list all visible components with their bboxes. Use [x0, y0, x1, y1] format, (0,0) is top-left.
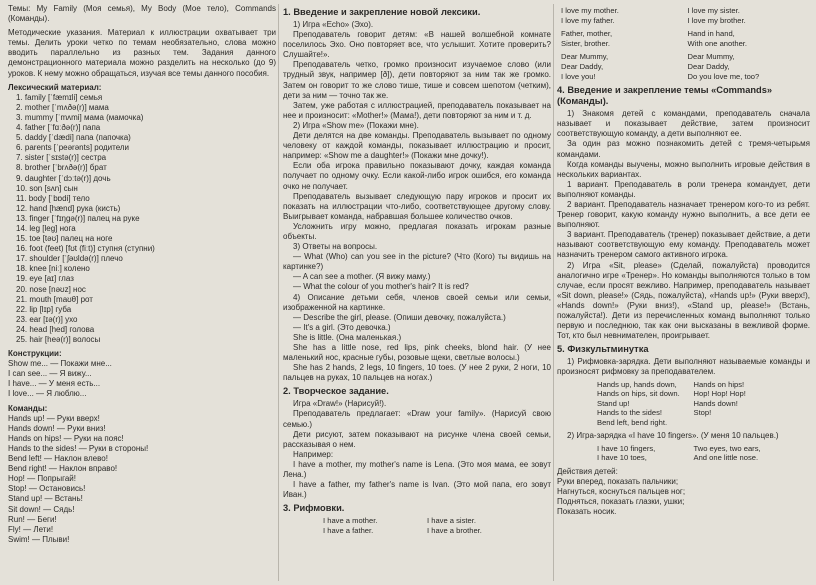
vocab-item: 20. nose [nəʊz] нос	[16, 284, 86, 294]
paragraph: Преподаватель предлагает: «Draw your family». (Нарисуй свою семью.)	[283, 409, 551, 429]
rhyme-right	[684, 6, 811, 25]
command-item: Hands up! — Руки вверх!	[8, 413, 100, 423]
rhyme-left	[557, 444, 684, 463]
construction-item: Show me... — Покажи мне...	[8, 359, 112, 369]
rhyme-line: Dear Daddy,	[561, 61, 604, 71]
paragraph: Дети рисуют, затем показывают на рисунке члена своей семьи, рассказывая о нем.	[283, 429, 551, 449]
column-right	[557, 4, 810, 517]
paragraph: I have a father, my father's name is Ivan. (Это мой папа, его зовут Иван.)	[283, 480, 551, 500]
commands-list	[8, 414, 276, 545]
vocab-item: 2. mother [ˈmʌðə(r)] мама	[16, 102, 109, 112]
vocab-item: 5. daddy [ˈdædi] папа (папочка)	[16, 133, 131, 143]
rhyme-left	[557, 52, 684, 81]
vocab-item: 10. son [sʌn] сын	[16, 183, 78, 193]
rhyme-line: Do you love me, too?	[687, 71, 760, 81]
paragraph: — Describe the girl, please. (Опиши девочку, пожалуйста.)	[293, 312, 506, 322]
paragraph: 4) Описание детьми себя, членов своей семьи или семьи, изображенной на картинке.	[283, 292, 551, 312]
paragraph: She is little. (Она маленькая.)	[293, 332, 402, 342]
rhyme-line: Hop! Hop! Hop!	[693, 389, 746, 399]
command-item: Hands on hips! — Руки на пояс!	[8, 433, 124, 443]
paragraph: За один раз можно познакомить детей с тремя-четырьмя командами.	[557, 139, 810, 159]
paragraph: Затем, уже работая с иллюстрацией, преподаватель показывает на нее и произносит: «Mother!» (Мама!), дети повторяют за ним и т. д.	[283, 100, 551, 120]
rhyme-line: Hands on hips, sit down.	[597, 389, 680, 399]
rhyme-left	[557, 6, 684, 25]
paragraph: I have a mother, my mother's name is Lena. (Это моя мама, ее зовут Лена.)	[283, 459, 551, 480]
vocab-title: Лексический материал:	[8, 82, 102, 92]
rhyme-line: Stand up!	[597, 398, 630, 408]
topics-intro: Темы: My Family (Моя семья), My Body (Мое тело), Commands (Команды).	[8, 4, 276, 24]
rhyme-line: I love my mother.	[561, 6, 619, 15]
paragraph: She has 2 hands, 2 legs, 10 fingers, 10 toes. (У нее 2 руки, 2 ноги, 10 пальцев на руках, 10 пальцев на ногах.)	[283, 363, 551, 383]
rhyme-line: I love you!	[561, 71, 596, 81]
rhyme-line: Sister, brother.	[561, 38, 610, 48]
rhyme-love	[557, 6, 810, 25]
rhyme-hand-in-hand	[557, 29, 810, 48]
rhyme-line: Stop!	[693, 408, 712, 418]
paragraph: Если оба игрока правильно показывают дочку, каждая команда получает по одному очку. Если какой-либо игрок ошибся, его команда очко не получает.	[283, 161, 551, 191]
action-item: Руки вперед, показать пальчики;	[557, 476, 679, 486]
action-item: Показать носик.	[557, 507, 617, 517]
rhyme-line: Two eyes, two ears,	[693, 443, 761, 453]
vocab-item: 16. foot (feet) [fʊt (fiːt)] ступня (ступни)	[16, 244, 155, 254]
vocab-item: 21. mouth [maʊθ] рот	[16, 294, 93, 304]
rhyme-line: I have 10 fingers,	[597, 443, 656, 453]
paragraph: 2) Игра «Sit, please» (Сделай, пожалуйста) проводится аналогично игре «Тренер». Но команды выполняются только в том случае, если просят вежливо. Например, преподаватель называет «Sit down, please!» (Сядь, пожалуйста), «Hands up!» (Руки вверх!), «Hands down!» (Руки вниз!), «Stand up, please!» (Встань, пожалуйста!). Дети из перечисленных команд выполняют только первую и последнюю, так как они высказаны в вежливой форме. Тот, кто был невнимателен, проигрывает.	[557, 260, 810, 341]
command-item: Hands down! — Руки вниз!	[8, 423, 106, 433]
section-2-body	[283, 399, 551, 500]
vocab-item: 23. ear [ɪə(r)] ухо	[16, 314, 78, 324]
vocab-item: 17. shoulder [ˈʃəʊldə(r)] плечо	[16, 254, 123, 264]
column-divider	[553, 4, 554, 581]
paragraph: Дети делятся на две команды. Преподаватель вызывает по одному человеку от каждой команды, показывает иллюстрацию и просит, например: «Show me a daughter!» (Покажи мне дочку!).	[283, 131, 551, 161]
vocab-item: 15. toe [təʊ] палец на ноге	[16, 234, 113, 244]
rhyme-left	[283, 516, 417, 535]
paragraph: 2 вариант. Преподаватель назначает тренером кого-то из ребят. Тренер говорит, какую команду нужно выполнить, а все дети ее выполняют.	[557, 200, 810, 230]
vocab-item: 1. family [ˈfæmɪli] семья	[16, 92, 103, 102]
construction-item: I have... — У меня есть...	[8, 379, 101, 389]
column-divider	[278, 4, 279, 581]
rhyme-right	[684, 52, 811, 81]
rhyme-line: Bend left, bend right.	[597, 417, 668, 427]
paragraph: 1) Знакомя детей с командами, преподаватель сначала называет и показывает действие, затем произносит соответствующую команду, а дети выполняют ее.	[557, 109, 810, 139]
rhyme-line: I have a father.	[323, 525, 374, 535]
commands-title: Команды:	[8, 403, 48, 413]
rhyme-line: With one another.	[687, 38, 748, 48]
rhyme-line: I have a sister.	[427, 516, 476, 526]
vocab-item: 7. sister [ˈsɪstə(r)] сестра	[16, 153, 107, 163]
vocab-item: 18. knee [niː] колено	[16, 264, 90, 274]
constructions-title: Конструкции:	[8, 349, 62, 359]
rhyme-line: I have a brother.	[427, 525, 482, 535]
vocab-item: 6. parents [ˈpeərənts] родители	[16, 143, 130, 153]
command-item: Stop! — Остановись!	[8, 484, 86, 494]
paragraph: Преподаватель вызывает следующую пару игроков и просит их показать на иллюстрации что-либо, соответствующее другому слову. Выигрывает команда, набравшая большее количество очков.	[283, 191, 551, 221]
rhyme-family	[283, 516, 551, 535]
rhyme-line: I have a mother.	[323, 516, 378, 526]
column-middle	[283, 4, 551, 540]
command-item: Swim! — Плыви!	[8, 534, 70, 544]
command-item: Stand up! — Встань!	[8, 494, 83, 504]
section-4-body	[557, 109, 810, 341]
actions-title: Действия детей:	[557, 466, 618, 476]
vocab-item: 25. hair [heə(r)] волосы	[16, 335, 101, 344]
rhyme-exercise	[557, 380, 810, 428]
section-5-title: 5. Физкультминутка	[557, 344, 649, 355]
rhyme-line: Hands to the sides!	[597, 408, 663, 418]
command-item: Hands to the sides! — Руки в стороны!	[8, 443, 149, 453]
paragraph: — What (Who) can you see in the picture? (Что (Кого) ты видишь на картинке?)	[283, 252, 551, 272]
paragraph: Игра «Draw!» (Нарисуй!).	[293, 399, 387, 409]
paragraph: Например:	[293, 449, 334, 459]
rhyme-line: Hands up, hands down,	[597, 379, 677, 389]
rhyme-left	[557, 380, 684, 428]
rhyme-line: And one little nose.	[693, 453, 759, 463]
paragraph: 1) Игра «Echo» (Эхо).	[293, 20, 374, 29]
command-item: Fly! — Лети!	[8, 524, 54, 534]
rhyme-fingers	[557, 444, 810, 463]
paragraph: 3 вариант. Преподаватель (тренер) показывает действие, а дети называют соответствующую ему команду. Преподаватель может назначить тренером самого активного игрока.	[557, 230, 810, 260]
vocab-list	[8, 93, 276, 345]
column-left	[8, 4, 276, 545]
rhyme-line: Hands on hips!	[693, 379, 745, 389]
vocab-item: 11. body [ˈbɒdi] тело	[16, 193, 90, 203]
vocab-item: 14. leg [leg] нога	[16, 223, 76, 233]
vocab-item: 12. hand [hænd] рука (кисть)	[16, 203, 121, 213]
section-2-title: 2. Творческое задание.	[283, 386, 389, 397]
command-item: Bend right! — Наклон вправо!	[8, 464, 118, 474]
paragraph: Когда команды выучены, можно выполнить игровые действия в нескольких вариантах.	[557, 159, 810, 179]
paragraph: She has a little nose, red lips, pink cheeks, blond hair. (У нее маленький нос, красные губы, розовые щеки, светлые волосы.)	[283, 343, 551, 363]
rhyme-line: Dear Mummy,	[561, 52, 609, 62]
rhyme-right	[684, 444, 811, 463]
actions-list	[557, 477, 810, 517]
section-1-body	[283, 20, 551, 383]
rhyme-line: I have 10 toes,	[597, 453, 647, 463]
paragraph: 3) Ответы на вопросы.	[293, 242, 378, 252]
vocab-item: 9. daughter [ˈdɔːtə(r)] дочь	[16, 173, 111, 183]
paragraph: — What the colour of you mother's hair? It is red?	[293, 282, 469, 292]
rhyme-line: I love my brother.	[687, 15, 746, 25]
command-item: Run! — Беги!	[8, 514, 57, 524]
command-item: Hop! — Попрыгай!	[8, 474, 76, 484]
paragraph: — A can see a mother. (Я вижу маму.)	[293, 272, 431, 282]
rhyme-line: I love my sister.	[687, 6, 740, 15]
vocab-item: 22. lip [lɪp] губа	[16, 304, 72, 314]
command-item: Sit down! — Сядь!	[8, 504, 75, 514]
command-item: Bend left! — Наклон влево!	[8, 454, 108, 464]
constructions-list	[8, 359, 276, 399]
rhyme-right	[684, 29, 811, 48]
paragraph: Усложнить игру можно, предлагая показать игрокам разные объекты.	[283, 221, 551, 241]
vocab-item: 3. mummy [ˈmʌmi] мама (мамочка)	[16, 112, 144, 122]
vocab-item: 4. father [ˈfɑːðə(r)] папа	[16, 123, 101, 133]
rhyme-right	[417, 516, 551, 535]
rhyme-right	[684, 380, 811, 428]
rhyme-line: Hands down!	[693, 398, 738, 408]
rhyme-line: Dear Mummy,	[687, 52, 735, 62]
rhyme-line: Dear Daddy,	[687, 61, 730, 71]
section-5-game: 2) Игра-зарядка «I have 10 fingers». (У меня 10 пальцев.)	[567, 431, 779, 441]
rhyme-line: Father, mother,	[561, 29, 613, 39]
section-3-title: 3. Рифмовки.	[283, 503, 345, 514]
vocab-item: 13. finger [ˈfɪŋgə(r)] палец на руке	[16, 213, 140, 223]
action-item: Нагнуться, коснуться пальцев ног;	[557, 486, 686, 496]
rhyme-line: Hand in hand,	[687, 29, 735, 39]
paragraph: Преподаватель говорит детям: «В нашей волшебной комнате поселилось Эхо. Оно повторяет все, что услышит. Хотите проверить? Слушайте!».	[283, 30, 551, 60]
paragraph: 1 вариант. Преподаватель в роли тренера командует, дети выполняют команды.	[557, 179, 810, 199]
rhyme-dear-mummy	[557, 52, 810, 81]
method-notes: Методические указания. Материал к иллюстрации охватывает три темы. Делить уроки четко по темам необязательно, слова можно вводить параллельно из разных тем. Задания данного демонстрационного материала можно разделить на несколько (до 9) уроков. К нему можно обращаться, изучая все темы данного пособия.	[8, 28, 276, 78]
rhyme-line: I love my father.	[561, 15, 615, 25]
section-4-title: 4. Введение и закрепление темы «Commands» (Команды).	[557, 85, 773, 107]
section-5-intro: 1) Рифмовка-зарядка. Дети выполняют называемые команды и произносят рифмовку за преподавателем.	[557, 357, 810, 377]
vocab-item: 19. eye [aɪ] глаз	[16, 274, 74, 284]
rhyme-left	[557, 29, 684, 48]
section-1-title: 1. Введение и закрепление новой лексики.	[283, 7, 481, 17]
paragraph: 2) Игра «Show me» (Покажи мне).	[293, 120, 419, 130]
action-item: Подняться, показать глазки, ушки;	[557, 497, 685, 507]
vocab-item: 24. head [hed] голова	[16, 324, 95, 334]
paragraph: — It's a girl. (Это девочка.)	[293, 322, 391, 332]
construction-item: I can see... — Я вижу...	[8, 369, 92, 379]
paragraph: Преподаватель четко, громко произносит изучаемое слово (или трудный звук, например [ð]), дети повторяют за ним так же громко. Затем он говорит то же слово тише, тише и совсем шепотом (четким), дети за ним — точно так же.	[283, 60, 551, 100]
vocab-item: 8. brother [ˈbrʌðə(r)] брат	[16, 163, 107, 173]
construction-item: I love... — Я люблю...	[8, 389, 87, 399]
